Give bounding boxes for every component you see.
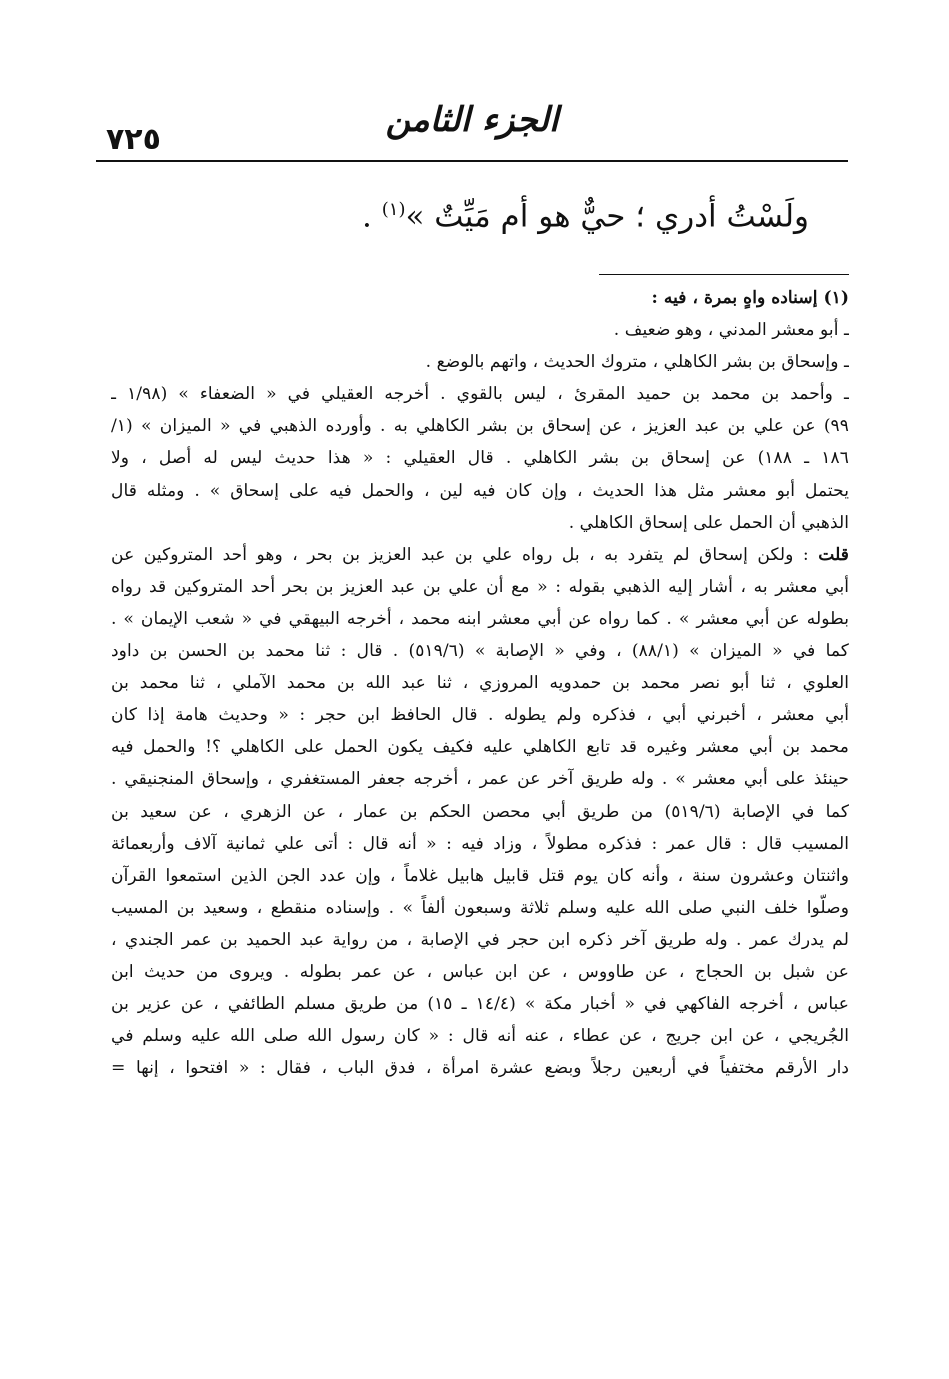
footnote-block: [111, 282, 849, 1084]
footnote-line-text: ـ وإسحاق بن بشر الكاهلي ، متروك الحديث ، واتهم بالوضع .: [425, 352, 849, 373]
footnote-line-text: يحتمل أبو معشر مثل هذا الحديث ، وإن كان فيه لين ، والحمل فيه على إسحاق » . ومثله قال: [111, 480, 849, 501]
verse-end: .: [362, 198, 382, 235]
footnote-line-text: ـ وأحمد بن محمد بن حميد المقرئ ، ليس بالقوي . أخرجه العقيلي في « الضعفاء » (١/٩٨ ـ: [111, 384, 849, 405]
footnote-line: [111, 410, 849, 442]
footnote-line: [111, 924, 849, 956]
verse-line: [362, 180, 809, 246]
footnote-line: [111, 539, 849, 571]
footnote-line-text: العلوي ، ثنا أبو نصر محمد بن حمدويه المروزي ، ثنا عبد الله بن محمد الآملي ، ثنا محمد بن: [111, 673, 849, 694]
footnote-line-text: كما في الإصابة (٥١٩/٦) من طريق أبي محصن الحكم بن عمار ، عن الزهري ، عن سعيد بن: [111, 801, 849, 822]
footnote-line-text: (١) إسناده واهٍ بمرة ، فيه :: [651, 288, 849, 308]
footnote-line: [111, 1020, 849, 1052]
footnote-line-text: واثنتان وعشرون سنة ، وأنه كان يوم قتل قابيل هابيل غلاماً ، وإن عدد الجن الذين استمعوا القرآن: [111, 865, 849, 886]
footnote-line: [111, 635, 849, 667]
footnote-line-text: ـ أبو معشر المدني ، وهو ضعيف .: [613, 320, 849, 341]
footnote-line: [111, 571, 849, 603]
footnote-separator: [599, 274, 849, 275]
footnote-line-text: كما في « الميزان » (٨٨/١) ، وفي « الإصابة » (٥١٩/٦) . قال : ثنا محمد بن الحسن بن داود: [111, 641, 849, 662]
footnote-lead: قلت: [818, 544, 849, 565]
page-number: ٧٢٥: [106, 122, 161, 157]
footnote-line-text: دار الأرقم مختفياً في أربعين رجلاً وبضع عشرة امرأة ، فدق الباب ، فقال : « افتحوا ، إنها =: [111, 1058, 849, 1079]
footnote-line-text: : ولكن إسحاق لم يتفرد به ، بل رواه علي بن عبد العزيز بن بحر ، وهو أحد المتروكين عن: [111, 544, 819, 565]
page-header: [96, 92, 848, 162]
footnote-line: [111, 763, 849, 795]
footnote-line: [111, 442, 849, 474]
footnote-line: [111, 956, 849, 988]
footnote-line-text: الذهبي أن الحمل على إسحاق الكاهلي .: [568, 512, 849, 533]
footnote-line: [111, 796, 849, 828]
footnote-line-text: المسيب قال : قال عمر : فذكره مطولاً ، وزاد فيه : « أنه قال : أتى علي ثمانية آلاف وأربعمائة: [111, 833, 849, 854]
footnote-line-text: ١٨٦ ـ ١٨٨) عن إسحاق بن بشر الكاهلي . قال العقيلي : « هذا حديث ليس له أصل ، ولا: [111, 448, 849, 469]
footnote-ref: (١): [381, 199, 406, 220]
verse-text: ولَسْتُ أدري ؛ حيٌّ هو أم مَيِّتٌ »: [405, 198, 809, 235]
footnote-line: [111, 828, 849, 860]
footnote-line-text: عن شبل بن الحجاج ، عن طاووس ، عن ابن عباس ، عن عمر بطوله . ويروى من حديث ابن: [111, 961, 849, 982]
footnote-line-text: الجُريجي ، عن ابن جريج ، عن عطاء ، عنه أنه قال : « كان رسول الله صلى الله عليه وسلم في: [111, 1026, 849, 1047]
footnote-line-text: حينئذ على أبي معشر » . وله طريق آخر عن عمر ، أخرجه جعفر المستغفري ، وإسحاق المنجنيقي .: [111, 769, 849, 790]
footnote-line: [111, 892, 849, 924]
footnote-line: [111, 860, 849, 892]
footnote-line-text: ٩٩) عن علي بن عبد العزيز ، عن إسحاق بن بشر الكاهلي به . وأورده الذهبي في « الميزان » (١/: [111, 416, 849, 437]
header-rule: [96, 160, 848, 162]
footnote-line: [111, 1052, 849, 1084]
footnote-line: [111, 667, 849, 699]
footnote-line: [111, 731, 849, 763]
footnote-line-text: أبي معشر به ، أشار إليه الذهبي بقوله : « مع أن علي بن عبد العزيز بن بحر أحد المتروكين قد رواه: [111, 576, 849, 597]
footnote-line-text: محمد بن أبي معشر وغيره قد تابع الكاهلي عليه فكيف يكون الحمل على الكاهلي ؟! والحمل فيه: [111, 737, 849, 758]
footnote-line: [111, 699, 849, 731]
part-title: الجزء الثامن: [385, 100, 559, 140]
footnote-line-text: عباس ، أخرجه الفاكهي في « أخبار مكة » (١٤/٤ ـ ١٥) من طريق مسلم الطائفي ، عن عزير بن: [111, 994, 849, 1015]
footnote-line: [111, 346, 849, 378]
footnote-line: [111, 507, 849, 539]
footnote-line: [111, 314, 849, 346]
footnote-line-text: وصلّوا خلف النبي صلى الله عليه وسلم ثلاثة وسبعون ألفاً » . وإسناده منقطع ، وسعيد بن المسيب: [111, 897, 849, 918]
footnote-line: [111, 475, 849, 507]
footnote-line: [111, 282, 849, 314]
footnote-line: [111, 378, 849, 410]
footnote-line: [111, 988, 849, 1020]
footnote-line-text: أبي معشر ، أخبرني أبي ، فذكره ولم يطوله . قال الحافظ ابن حجر : « وحديث هامة إذا كان: [111, 705, 849, 726]
footnote-line-text: بطوله عن أبي معشر » . كما رواه عن أبي معشر ابنه محمد ، أخرجه البيهقي في « شعب الإيمان » .: [111, 608, 849, 629]
footnote-line-text: لم يدرك عمر . وله طريق آخر ذكره ابن حجر في الإصابة ، من رواية عبد الحميد بن عمر الجندي ،: [111, 929, 849, 950]
footnote-line: [111, 603, 849, 635]
